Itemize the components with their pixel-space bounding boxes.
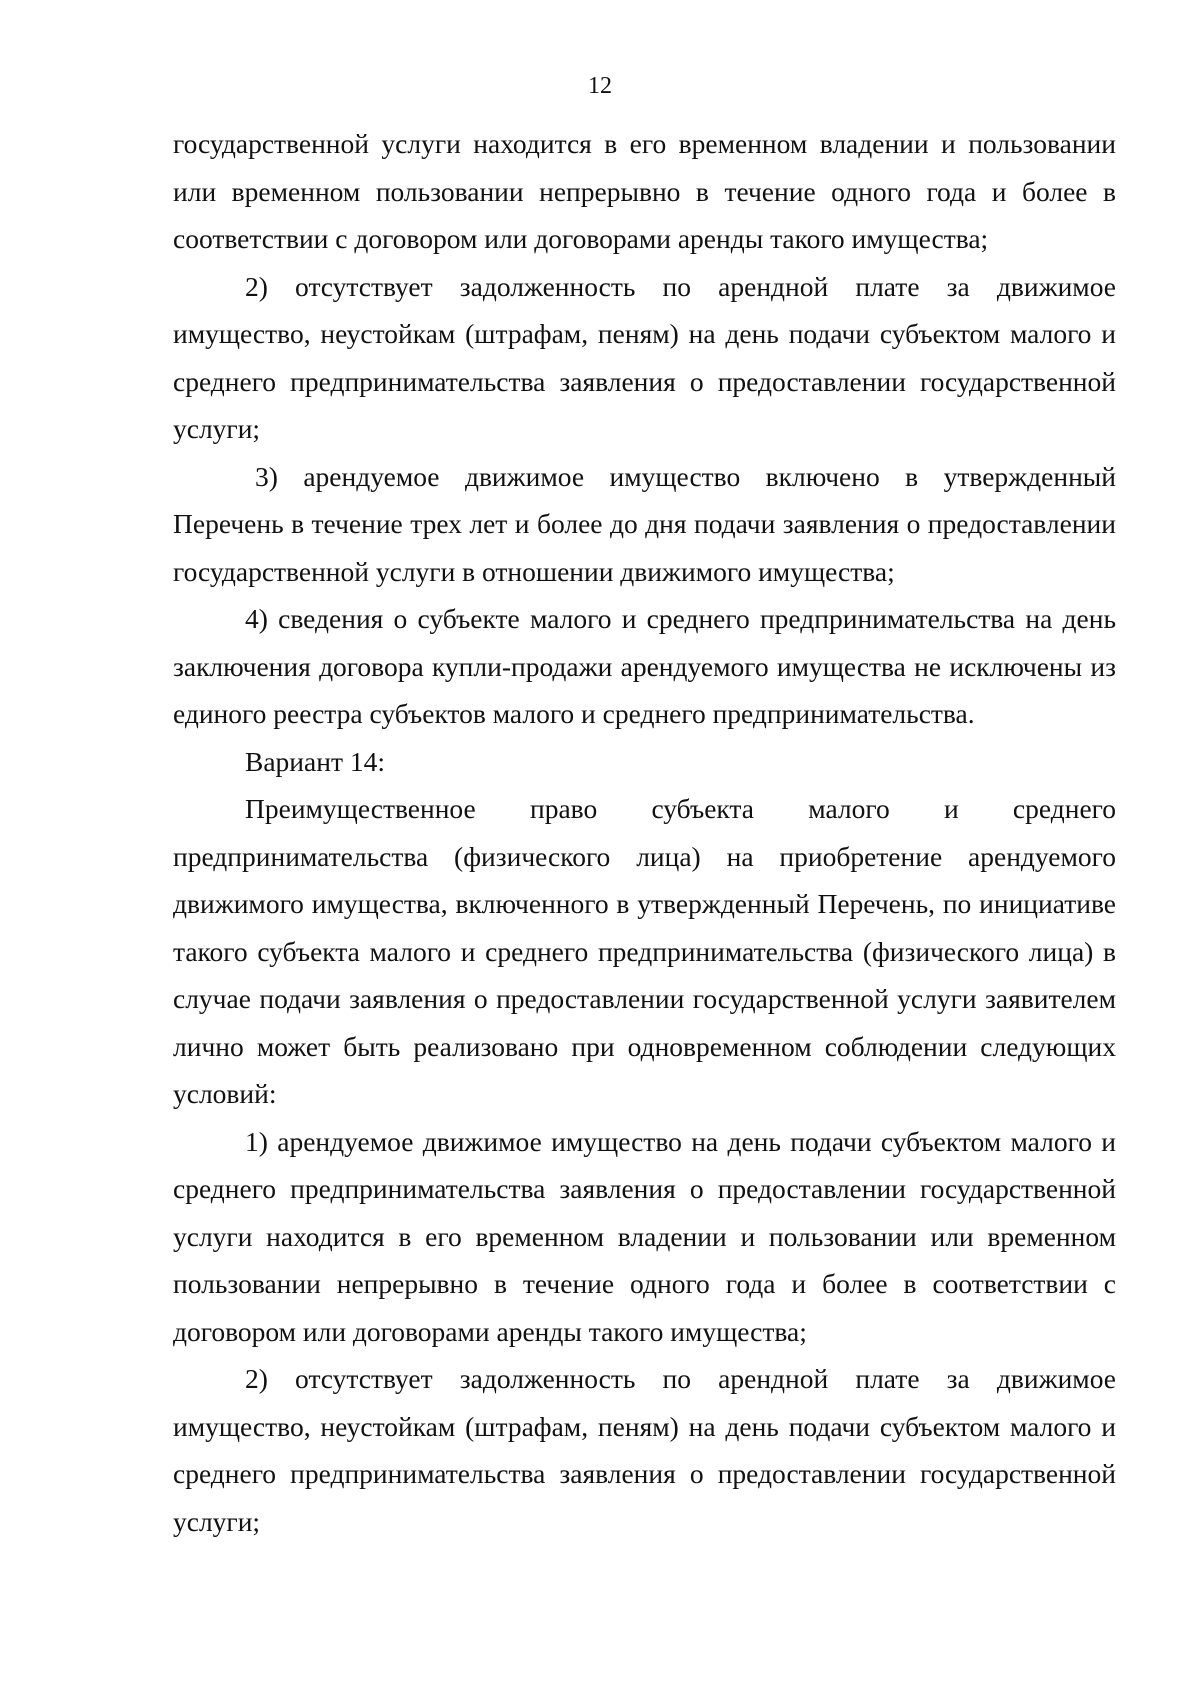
paragraph-condition-2: 2) отсутствует задолженность по арендной плате за движимое имущество, неустойкам (штрафам, пеням) на день подачи субъектом малого и среднего предпринимательства заявления о предоставлении государственной услуги;: [173, 270, 1116, 444]
paragraph-condition-3: 3) арендуемое движимое имущество включено в утвержденный Перечень в течение трех лет и более до дня подачи заявления о предоставлении государственной услуги в отношении движимого имущества;: [173, 460, 1116, 587]
paragraph-condition-1: 1) арендуемое движимое имущество на день подачи субъектом малого и среднего предпринимательства заявления о предоставлении государственной услуги находится в его временном владении и пользовании или временном пользовании непрерывно в течение одного года и более в соответствии с договором или договорами аренды такого имущества;: [173, 1125, 1116, 1347]
paragraph-condition-4: 4) сведения о субъекте малого и среднего предпринимательства на день заключения договора купли-продажи арендуемого имущества не исключены из единого реестра субъектов малого и среднего предпринимательства.: [173, 603, 1116, 729]
paragraph-continuation: государственной услуги находится в его временном владении и пользовании или временном пользовании непрерывно в течение одного года и более в соответствии с договором или договорами аренды такого имущества;: [173, 128, 1116, 254]
paragraph-variant-intro: Преимущественное право субъекта малого и среднего предпринимательства (физического лица) на приобретение арендуемого движимого имущества, включенного в утвержденный Перечень, по инициативе такого субъекта малого и среднего предпринимательства (физического лица) в случае подачи заявления о предоставлении государственной услуги заявителем лично может быть реализовано при одновременном соблюдении следующих условий:: [173, 793, 1116, 1109]
page-number: 12: [588, 73, 612, 99]
variant-heading: Вариант 14:: [245, 745, 385, 777]
document-body: [173, 120, 1116, 1545]
paragraph-condition-2-repeat: 2) отсутствует задолженность по арендной плате за движимое имущество, неустойкам (штрафам, пеням) на день подачи субъектом малого и среднего предпринимательства заявления о предоставлении государственной услуги;: [173, 1363, 1116, 1537]
